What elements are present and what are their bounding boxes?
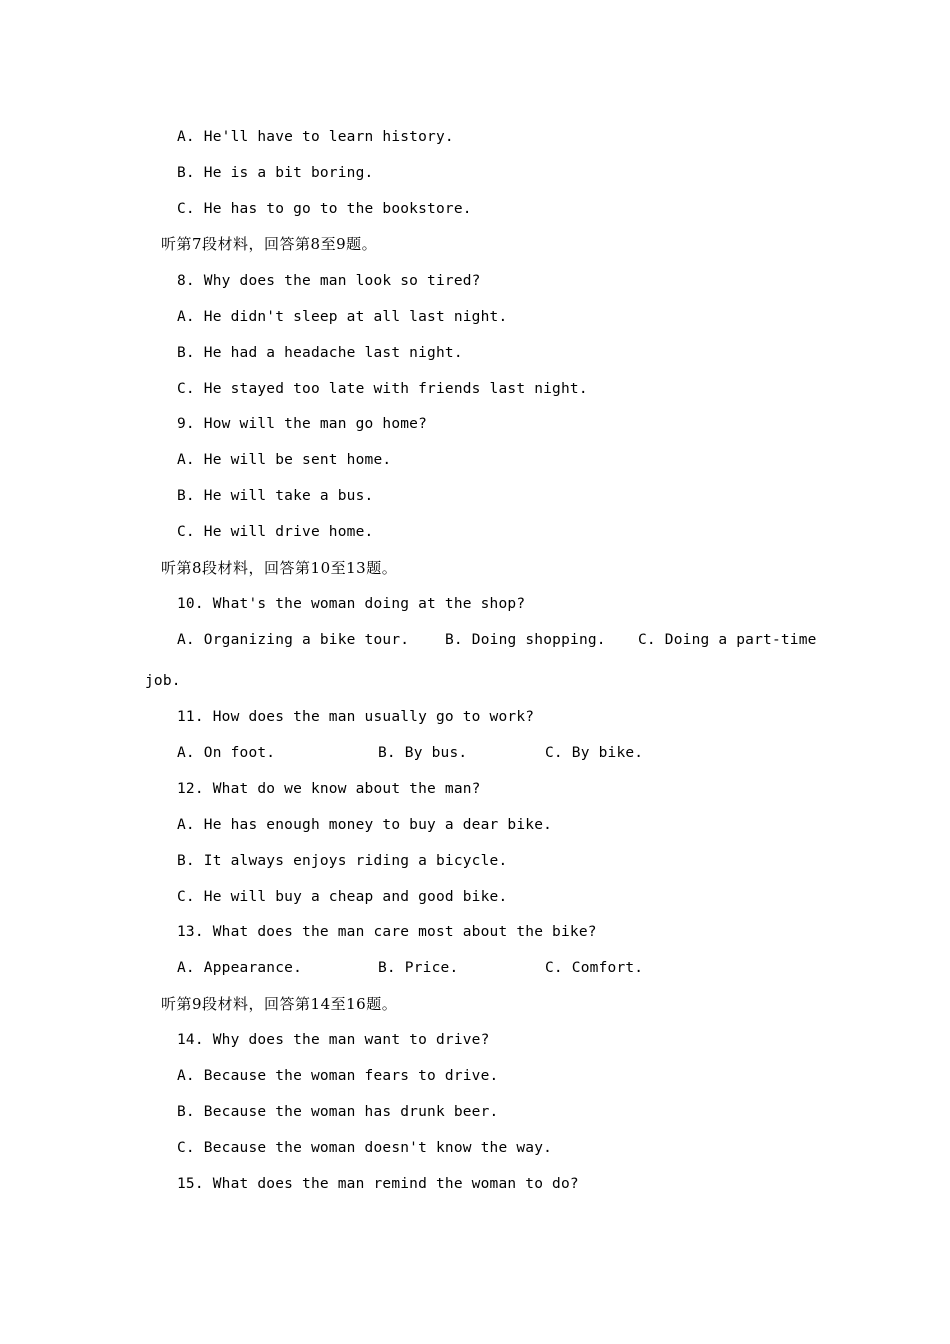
option-c: C. Comfort. [545, 960, 644, 976]
option-line: C. He will drive home. [177, 524, 374, 540]
option-b: B. Doing shopping. [445, 632, 606, 648]
options-row [177, 958, 677, 978]
option-line: C. He will buy a cheap and good bike. [177, 889, 508, 905]
question-line: 14. Why does the man want to drive? [177, 1032, 490, 1048]
option-b: B. Price. [378, 960, 459, 976]
options-row [177, 630, 817, 650]
option-line: A. Because the woman fears to drive. [177, 1068, 499, 1084]
option-line: B. He is a bit boring. [177, 165, 374, 181]
question-line: 15. What does the man remind the woman to do? [177, 1176, 579, 1192]
option-line: C. Because the woman doesn't know the way. [177, 1140, 553, 1156]
question-line: 10. What's the woman doing at the shop? [177, 596, 526, 612]
option-line: B. Because the woman has drunk beer. [177, 1104, 499, 1120]
section-heading: 听第9段材料，回答第14至16题。 [161, 995, 398, 1013]
option-line: B. He had a headache last night. [177, 345, 463, 361]
question-line: 13. What does the man care most about the bike? [177, 924, 597, 940]
option-line: A. He'll have to learn history. [177, 129, 454, 145]
option-line: C. He has to go to the bookstore. [177, 201, 472, 217]
option-a: A. On foot. [177, 745, 276, 761]
question-line: 11. How does the man usually go to work? [177, 709, 535, 725]
options-row [177, 743, 677, 763]
section-heading: 听第7段材料，回答第8至9题。 [161, 235, 378, 253]
option-c: C. Doing a part-time [638, 632, 817, 648]
option-line: C. He stayed too late with friends last night. [177, 381, 588, 397]
option-line: A. He will be sent home. [177, 452, 392, 468]
question-line: 12. What do we know about the man? [177, 781, 481, 797]
question-line: 8. Why does the man look so tired? [177, 273, 481, 289]
option-line: A. He didn't sleep at all last night. [177, 309, 508, 325]
option-line: B. It always enjoys riding a bicycle. [177, 853, 508, 869]
section-heading: 听第8段材料，回答第10至13题。 [161, 559, 398, 577]
option-c: C. By bike. [545, 745, 644, 761]
option-line: B. He will take a bus. [177, 488, 374, 504]
option-line-continuation: job. [145, 673, 181, 689]
option-a: A. Appearance. [177, 960, 303, 976]
option-b: B. By bus. [378, 745, 468, 761]
question-line: 9. How will the man go home? [177, 416, 428, 432]
option-line: A. He has enough money to buy a dear bike. [177, 817, 553, 833]
option-a: A. Organizing a bike tour. [177, 632, 410, 648]
